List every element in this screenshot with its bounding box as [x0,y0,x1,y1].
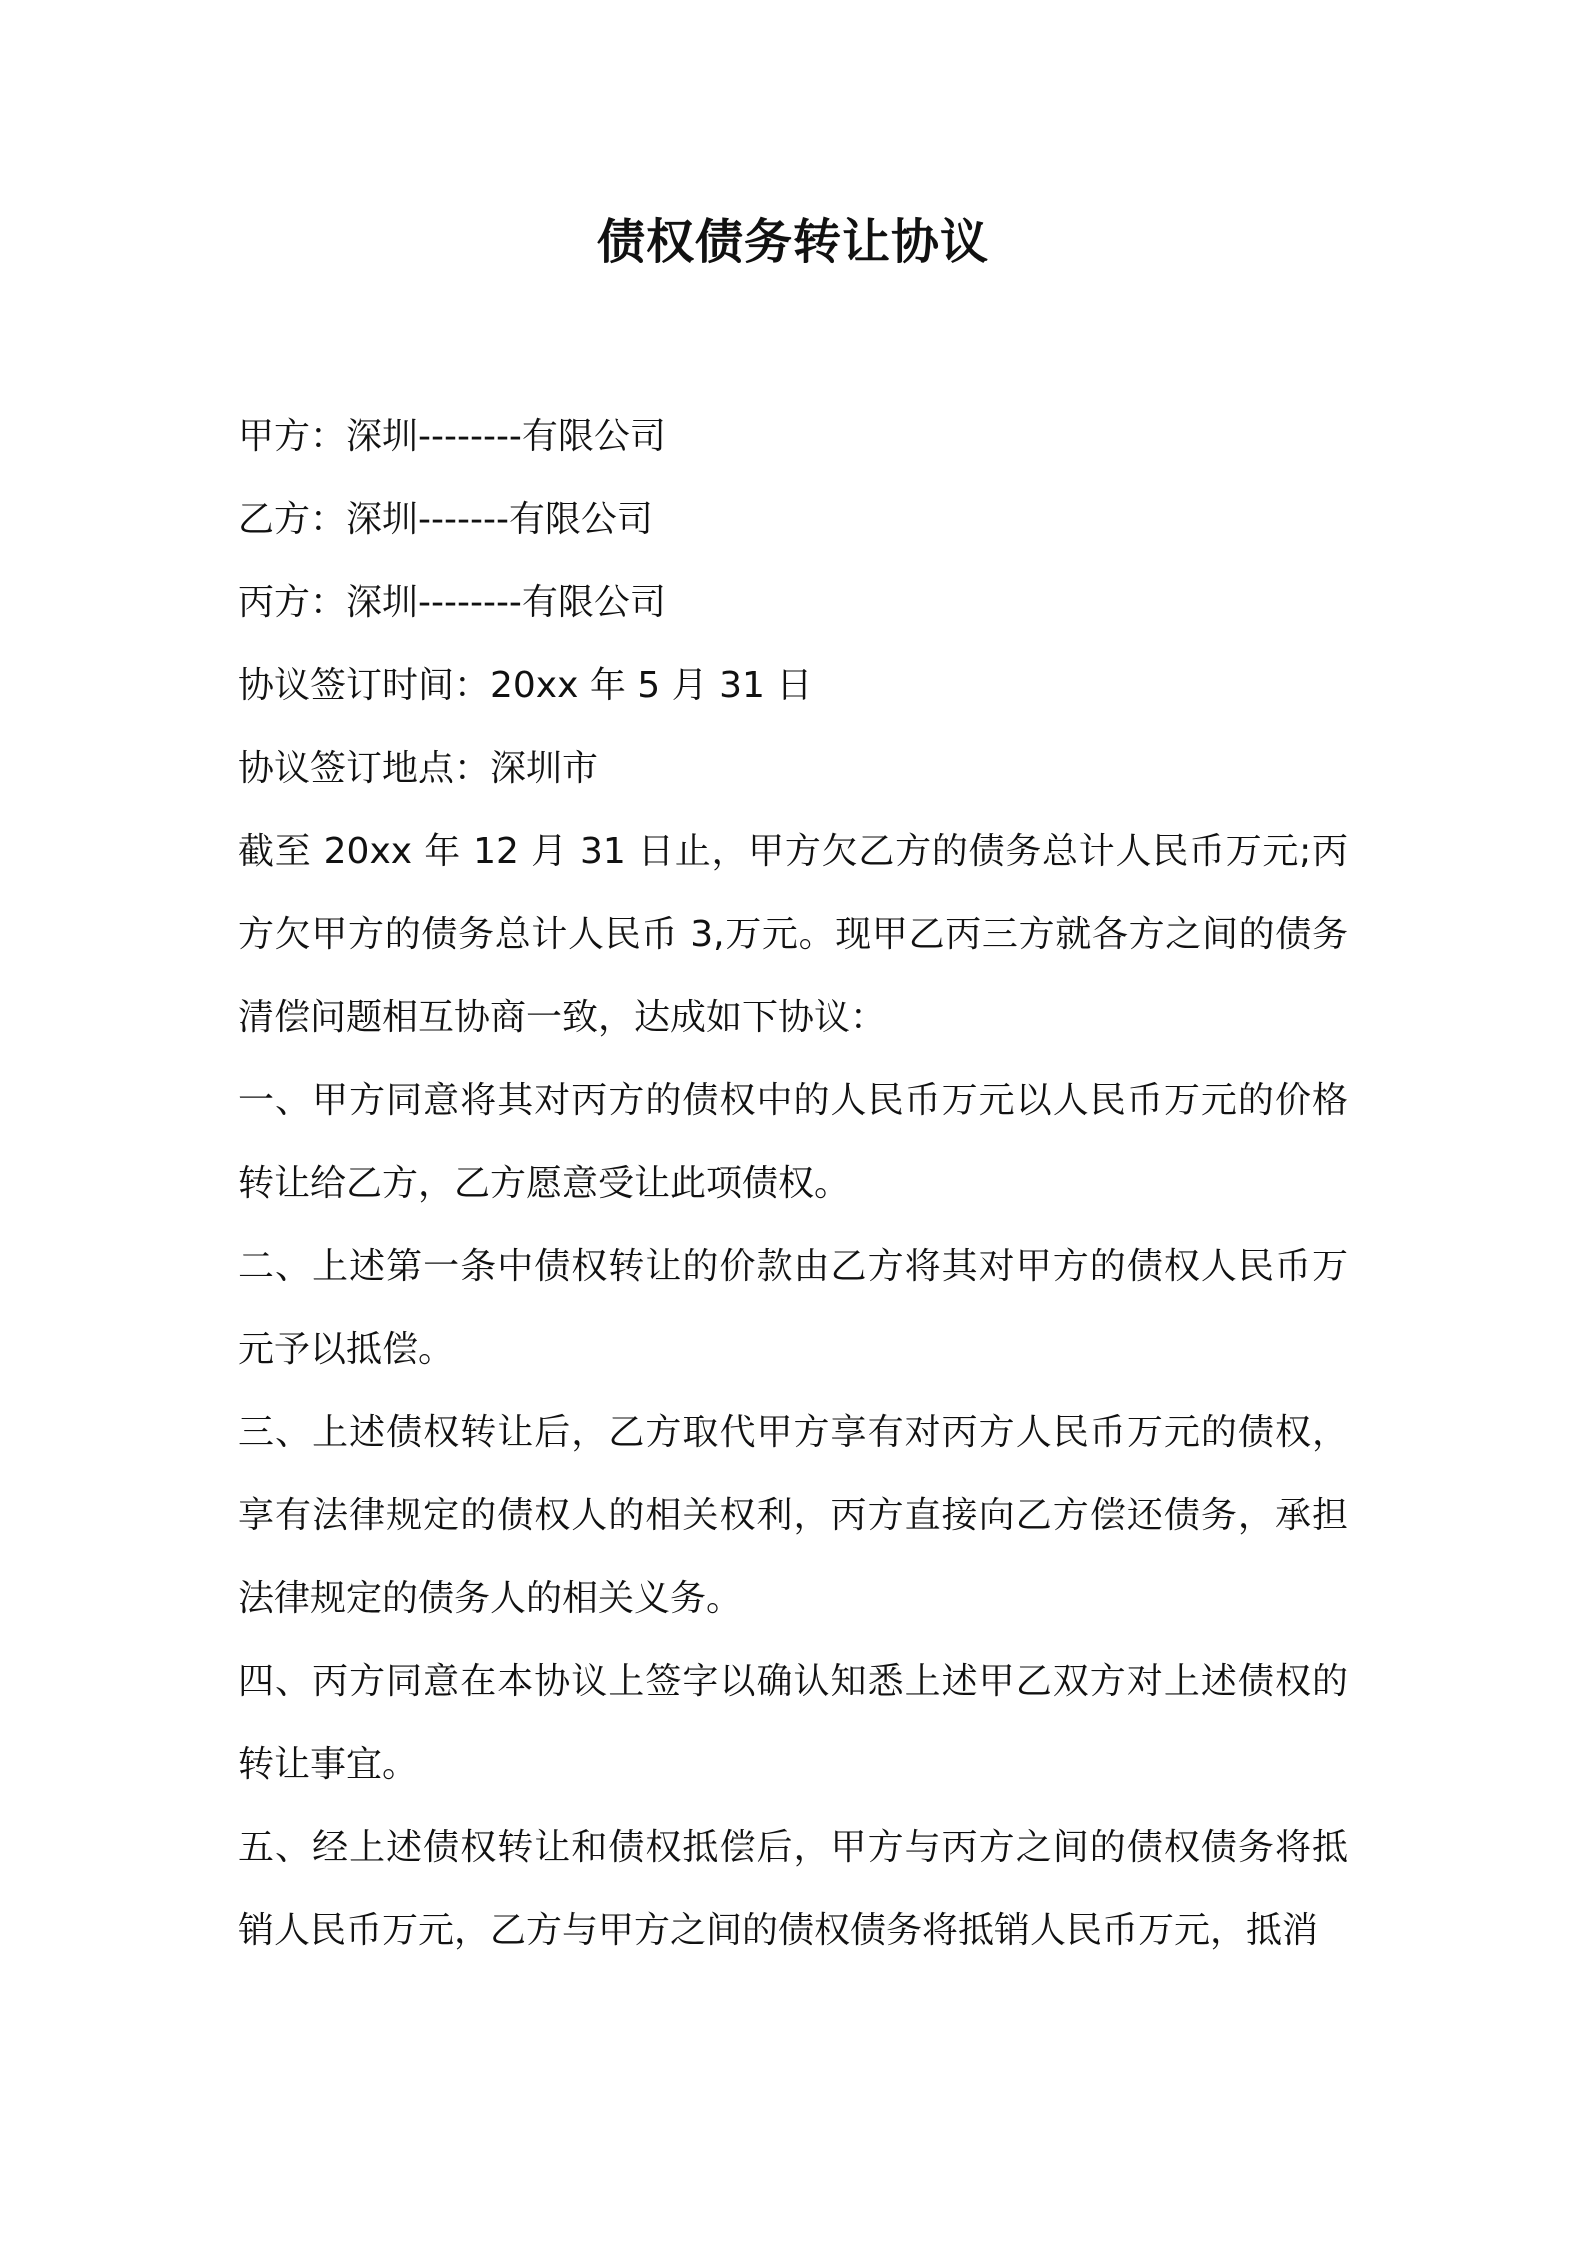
clause-2-paragraph: 二、上述第一条中债权转让的价款由乙方将其对甲方的债权人民币万元予以抵偿。 [238,1246,1348,1370]
party-c-line: 丙方：深圳--------有限公司 [238,582,666,623]
party-a-line: 甲方：深圳--------有限公司 [238,416,666,457]
clause-1-paragraph: 一、甲方同意将其对丙方的债权中的人民币万元以人民币万元的价格转让给乙方，乙方愿意受让此项债权。 [238,1080,1348,1204]
clause-5-paragraph: 五、经上述债权转让和债权抵偿后，甲方与丙方之间的债权债务将抵销人民币万元，乙方与甲方之间的债权债务将抵销人民币万元，抵消 [238,1827,1348,1951]
party-info-block [238,395,1348,810]
party-b-line: 乙方：深圳-------有限公司 [238,499,653,540]
clause-3-paragraph: 三、上述债权转让后，乙方取代甲方享有对丙方人民币万元的债权，享有法律规定的债权人的相关权利，丙方直接向乙方偿还债务，承担法律规定的债务人的相关义务。 [238,1412,1348,1619]
preamble-paragraph: 截至 20xx 年 12 月 31 日止，甲方欠乙方的债务总计人民币万元;丙方欠甲方的债务总计人民币 3,万元。现甲乙丙三方就各方之间的债务清偿问题相互协商一致，达成如下协议： [238,831,1348,1038]
document-title: 债权债务转让协议 [596,214,989,270]
signing-place-line: 协议签订地点：深圳市 [238,748,599,789]
agreement-body [238,810,1348,1972]
clause-4-paragraph: 四、丙方同意在本协议上签字以确认知悉上述甲乙双方对上述债权的转让事宜。 [238,1661,1348,1785]
signing-date-line: 协议签订时间：20xx 年 5 月 31 日 [238,665,813,706]
